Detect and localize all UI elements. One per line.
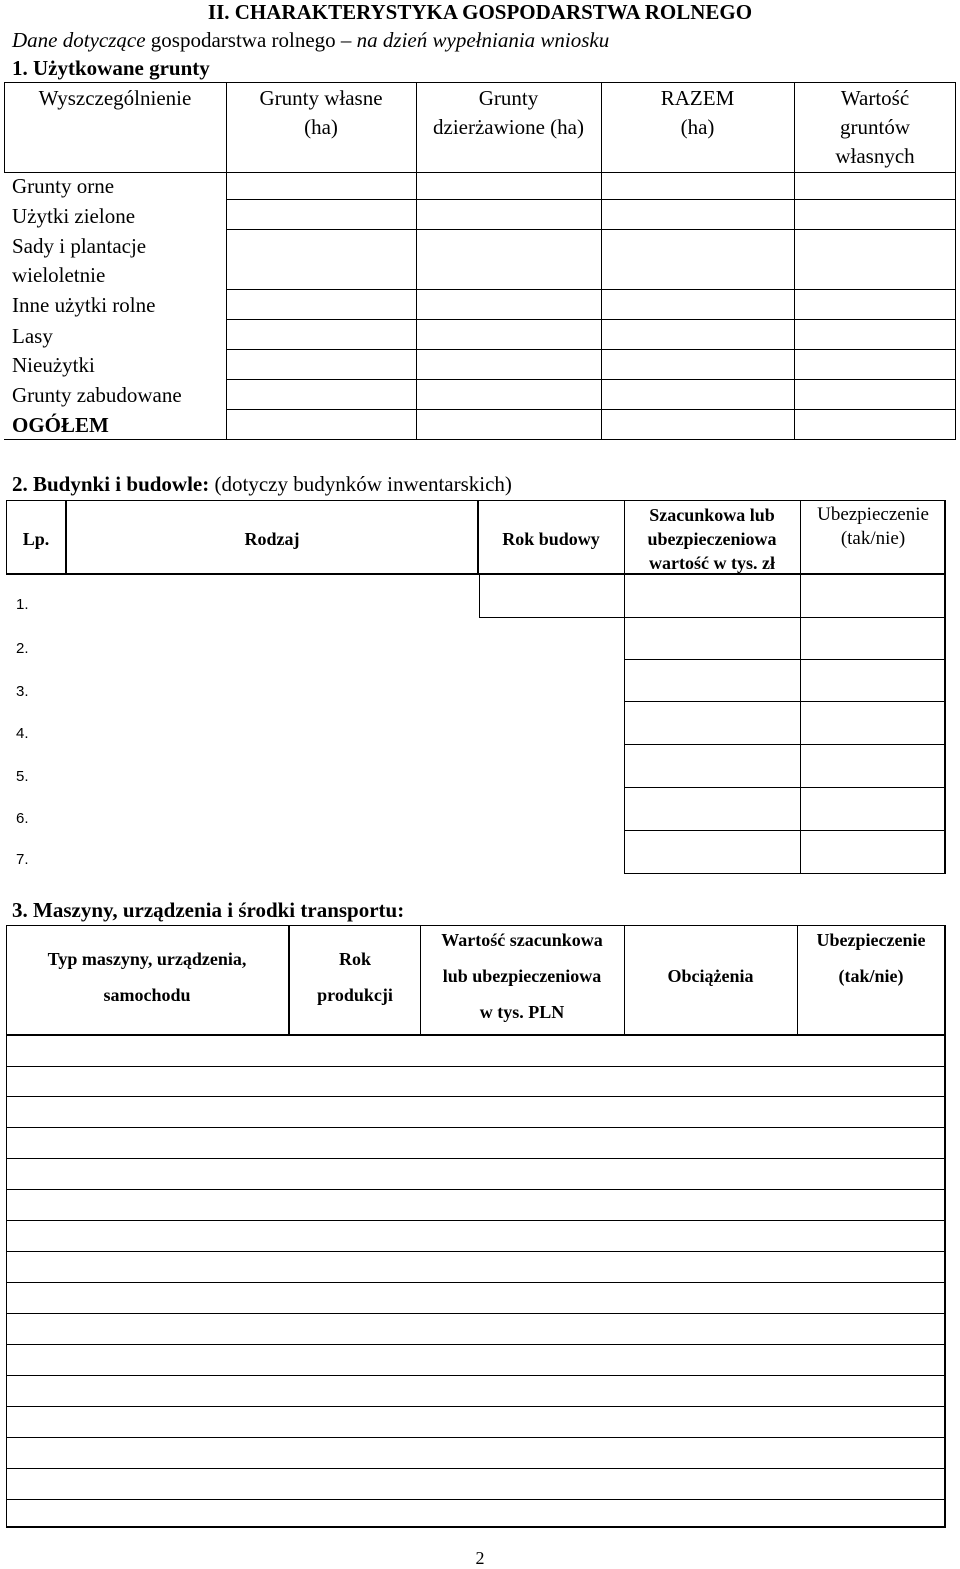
row-divider — [6, 1220, 946, 1221]
page-title: II. CHARAKTERYSTYKA GOSPODARSTWA ROLNEGO — [207, 0, 753, 24]
table-border — [944, 500, 946, 874]
row-divider — [6, 1375, 946, 1376]
row-divider — [624, 701, 946, 702]
row-divider — [226, 409, 956, 410]
land-use-table — [4, 82, 956, 440]
column-header-obciazenia: Obciążenia — [667, 966, 754, 986]
header-line: Wartość — [840, 86, 910, 110]
row-divider — [6, 1127, 946, 1128]
header-line: Grunty — [478, 86, 539, 110]
row-label: Lasy — [12, 324, 53, 348]
column-header-ubezpieczenie — [797, 922, 945, 994]
table-border — [6, 1526, 946, 1528]
column-header-grunty-wlasne — [226, 84, 416, 142]
header-line: RAZEM — [660, 86, 735, 110]
row-divider — [226, 349, 956, 350]
row-label: Nieużytki — [12, 353, 95, 377]
header-line: Rok — [338, 949, 371, 969]
header-divider — [4, 172, 956, 173]
row-number: 4. — [16, 725, 29, 742]
header-line: własnych — [835, 144, 915, 168]
column-header-rok-produkcji — [290, 941, 420, 1013]
row-divider — [6, 1189, 946, 1190]
column-header-typ — [6, 941, 288, 1013]
section3-heading: 3. Maszyny, urządzenia i środki transportu: — [12, 898, 405, 922]
header-line: dzierżawione (ha) — [433, 115, 584, 139]
column-header-rodzaj: Rodzaj — [244, 529, 300, 549]
row-divider — [6, 1066, 946, 1067]
table-border — [4, 82, 956, 83]
header-line: Typ maszyny, urządzenia, — [47, 949, 247, 969]
row-divider — [624, 744, 946, 745]
section2-heading — [12, 472, 512, 497]
row-divider — [6, 1437, 946, 1438]
header-line: samochodu — [103, 985, 191, 1005]
row-number: 6. — [16, 810, 29, 827]
header-line: Ubezpieczenie — [817, 504, 929, 525]
section2-heading-note: (dotyczy budynków inwentarskich) — [209, 472, 512, 496]
page-number: 2 — [475, 1548, 485, 1568]
column-header-wyszczegolnienie: Wyszczególnienie — [38, 86, 192, 110]
row-divider — [624, 787, 946, 788]
row-divider — [479, 617, 946, 618]
subtitle-plain: gospodarstwa rolnego – — [145, 28, 357, 52]
header-line: (ha) — [304, 115, 338, 139]
row-label: Grunty zabudowane — [12, 383, 182, 407]
section1-heading: 1. Użytkowane grunty — [12, 56, 210, 80]
buildings-table — [0, 500, 960, 874]
row-divider — [6, 1251, 946, 1252]
row-divider — [6, 1158, 946, 1159]
section2-heading-bold: 2. Budynki i budowle: — [12, 472, 210, 496]
row-number: 7. — [16, 851, 29, 868]
header-line: gruntów — [840, 115, 910, 139]
column-header-ubezpieczenie — [800, 503, 946, 551]
row-divider — [226, 199, 956, 200]
column-header-wartosc — [420, 922, 624, 1030]
header-line: (tak/nie) — [838, 966, 904, 986]
header-line: ubezpieczeniowa — [647, 529, 777, 549]
row-divider — [226, 379, 956, 380]
header-line: Ubezpieczenie — [816, 930, 926, 950]
column-header-wartosc — [624, 503, 800, 575]
header-line: wartość w tys. zł — [649, 553, 775, 573]
header-divider — [6, 573, 946, 575]
subtitle-italic-2: na dzień wypełniania wniosku — [356, 28, 610, 52]
column-header-lp: Lp. — [22, 529, 50, 549]
row-number: 5. — [16, 768, 29, 785]
row-divider — [6, 1313, 946, 1314]
row-label: Inne użytki rolne — [12, 293, 156, 317]
row-divider — [6, 1499, 946, 1500]
row-divider — [6, 1468, 946, 1469]
column-divider — [479, 575, 480, 617]
header-line: produkcji — [317, 985, 393, 1005]
header-line: (ha) — [680, 115, 715, 139]
column-header-grunty-dzierzawione — [416, 84, 601, 142]
row-label-total: OGÓŁEM — [12, 413, 109, 437]
row-label: Grunty orne — [12, 174, 115, 198]
row-divider — [226, 289, 956, 290]
row-divider — [6, 1406, 946, 1407]
row-label: Użytki zielone — [12, 204, 136, 228]
header-line: (tak/nie) — [840, 528, 906, 549]
column-divider — [800, 500, 801, 874]
row-label: wieloletnie — [12, 263, 106, 287]
subtitle-italic-1: Dane dotyczące — [12, 28, 146, 52]
header-line: Wartość szacunkowa — [441, 930, 603, 950]
row-label: Sady i plantacje — [12, 234, 147, 258]
row-divider — [6, 1282, 946, 1283]
table-border — [4, 439, 956, 440]
row-divider — [6, 1096, 946, 1097]
header-line: lub ubezpieczeniowa — [442, 966, 602, 986]
header-divider — [6, 1034, 946, 1036]
machinery-table — [0, 925, 960, 1528]
row-number: 2. — [16, 640, 29, 657]
row-divider — [6, 1344, 946, 1345]
header-line: Grunty własne — [259, 86, 383, 110]
column-header-rok-budowy: Rok budowy — [502, 529, 600, 549]
row-divider — [624, 659, 946, 660]
row-divider — [226, 319, 956, 320]
row-divider — [624, 830, 946, 831]
row-number: 3. — [16, 683, 29, 700]
header-line: w tys. PLN — [479, 1002, 565, 1022]
table-border — [6, 500, 946, 501]
header-line: Szacunkowa lub — [649, 505, 775, 525]
row-divider — [624, 873, 946, 874]
column-header-razem — [601, 84, 794, 142]
page-subtitle — [12, 28, 609, 53]
row-divider — [226, 229, 956, 230]
column-header-wartosc — [794, 84, 956, 171]
row-number: 1. — [16, 596, 29, 613]
